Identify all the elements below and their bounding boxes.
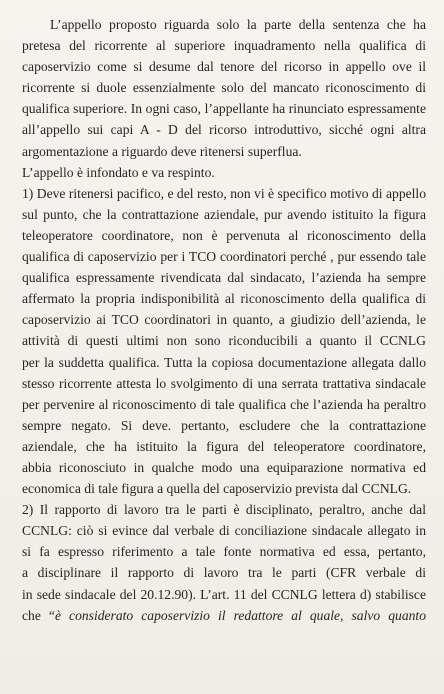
document-line: teleoperatore coordinatore, non è pervenuta al riconoscimento della xyxy=(22,227,426,243)
document-line: L’appello è infondato e va respinto. xyxy=(22,164,215,180)
document-line: 1) Deve ritenersi pacifico, e del resto, non vi è specifico motivo di appello xyxy=(22,185,426,201)
last-line-italic: è considerato caposervizio il redattore al quale, salvo quanto xyxy=(54,607,426,623)
document-line: economica di tale figura a quella del caposervizio prevista dal CCNLG. xyxy=(22,481,412,497)
document-line: stesso ricorrente attesta lo svolgimento di una serrata trattativa sindacale xyxy=(22,375,426,391)
document-line: 2) Il rapporto di lavoro tra le parti è disciplinato, peraltro, anche dal xyxy=(22,502,426,518)
document-line: ricorrente si duole essenzialmente solo del mancato riconoscimento di xyxy=(22,80,426,96)
document-line: argomentazione a riguardo deve ritenersi superflua. xyxy=(22,143,302,159)
document-line: in sede sindacale del 20.12.90). L’art. 11 del CCNLG lettera d) stabilisce xyxy=(22,586,426,602)
document-line: si fa espresso riferimento a tale fonte normativa ed essa, pertanto, xyxy=(22,544,426,560)
document-line: affermato la propria indisponibilità al riconoscimento della qualifica di xyxy=(22,291,426,307)
document-line: caposervizio come si desume dal tenore del ricorso in appello ove il xyxy=(22,59,426,75)
document-line: all’appello sui capi A - D del ricorso introduttivo, sicché ogni altra xyxy=(22,122,426,138)
document-line: CCNLG: ciò si evince dal verbale di conciliazione sindacale allegato in xyxy=(22,523,426,539)
document-line: abbia riconosciuto in qualche modo una equiparazione normativa ed xyxy=(22,459,426,475)
document-line: sempre negato. Si deve. pertanto, escludere che la contrattazione xyxy=(22,417,426,433)
document-line: attività di questi ultimi non sono riconducibili a quanto il CCNLG xyxy=(22,333,426,349)
document-line: L’appello proposto riguarda solo la parte della sentenza che ha xyxy=(50,17,426,32)
last-line-prefix: che “ xyxy=(22,607,55,623)
document-line: per la suddetta qualifica. Tutta la copiosa documentazione allegata dallo xyxy=(22,354,426,370)
document-body xyxy=(22,14,426,626)
document-line: qualifica espressamente rivendicata dal sindacato, l’azienda ha sempre xyxy=(22,270,426,286)
document-line: qualifica di caposervizio per i TCO coordinatori perché , pur essendo tale xyxy=(22,249,426,265)
document-last-line xyxy=(22,605,426,626)
document-line: sul punto, che la contrattazione aziendale, pur avendo istituito la figura xyxy=(22,206,426,222)
document-line: qualifica superiore. In ogni caso, l’appellante ha rinunciato espressamente xyxy=(22,101,426,117)
document-line: aziendale, che ha istituito la figura del teleoperatore coordinatore, xyxy=(22,438,426,454)
document-line: per pervenire al riconoscimento di tale qualifica che l’azienda ha peraltro xyxy=(22,396,426,412)
document-line: a disciplinare il rapporto di lavoro tra le parti (CFR verbale di xyxy=(22,565,426,581)
document-line: caposervizio ai TCO coordinatori in quanto, a giudizio dell’azienda, le xyxy=(22,312,426,328)
document-line: pretesa del ricorrente al superiore inquadramento nella qualifica di xyxy=(22,38,426,54)
